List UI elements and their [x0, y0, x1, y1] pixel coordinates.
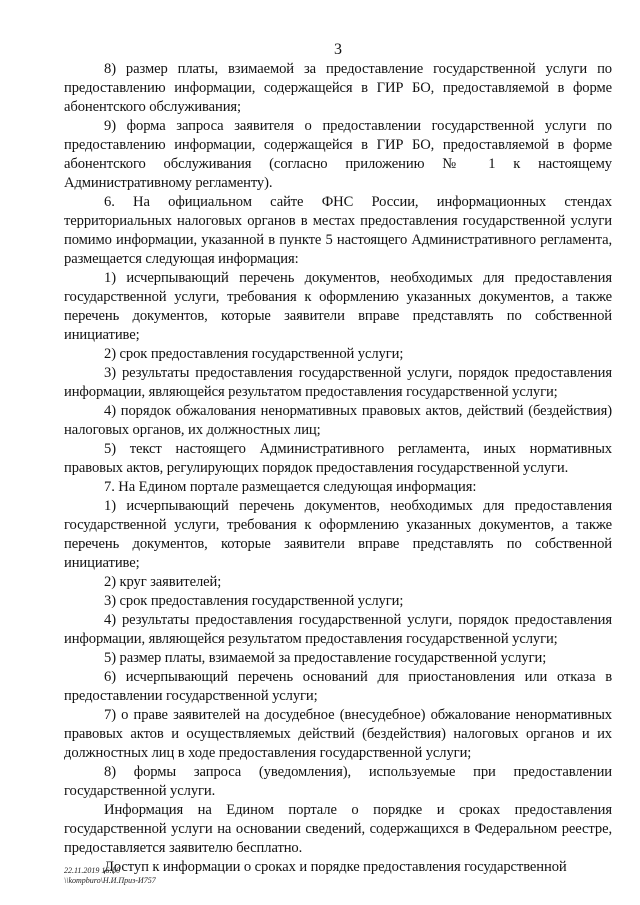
document-footer: [64, 866, 156, 886]
paragraph-6-fns-site: 6. На официальном сайте ФНС России, информационных стендах территориальных налоговых органов в местах предоставления государственной услуги помимо информации, указанной в пункте 5 настоящего Административного регламента, размещается следующая информация:: [64, 194, 612, 267]
list-item-results: 3) результаты предоставления государственной услуги, порядок предоставления информации, являющейся результатом предоставления государственной услуги;: [64, 365, 612, 400]
paragraph-8-fee: 8) размер платы, взимаемой за предоставление государственной услуги по предоставлению информации, содержащейся в ГИР БО, предоставляемой в форме абонентского обслуживания;: [64, 61, 612, 115]
list-item-documents-portal: 1) исчерпывающий перечень документов, необходимых для предоставления государственной услуги, требования к оформлению указанных документов, а также перечень документов, которые заявители вправе представлять по собственной инициативе;: [64, 498, 612, 571]
list-item-fee-portal: 5) размер платы, взимаемой за предоставление государственной услуги;: [104, 650, 547, 666]
paragraph-free-info: Информация на Едином портале о порядке и сроках предоставления государственной услуги на основании сведений, содержащихся в Федеральном реестре, предоставляется заявителю бесплатно.: [64, 802, 612, 856]
footer-timestamp: 22.11.2019 16:50: [64, 866, 121, 875]
list-item-documents: 1) исчерпывающий перечень документов, необходимых для предоставления государственной услуги, требования к оформлению указанных документов, а также перечень документов, которые заявители вправе представлять по собственной инициативе;: [64, 270, 612, 343]
paragraph-access-info: Доступ к информации о сроках и порядке предоставления государственной: [104, 859, 567, 875]
list-item-request-forms: 8) формы запроса (уведомления), используемые при предоставлении государственной услуги.: [64, 764, 612, 799]
page-number: 3: [334, 41, 342, 58]
list-item-term-portal: 3) срок предоставления государственной услуги;: [104, 593, 404, 609]
document-page: [64, 40, 612, 877]
list-item-applicants: 2) круг заявителей;: [104, 574, 222, 590]
list-item-term: 2) срок предоставления государственной услуги;: [104, 346, 404, 362]
footer-file-path: \\kompburo\Н.И.Приз-И757: [64, 876, 156, 885]
list-item-regulation-text: 5) текст настоящего Административного регламента, иных нормативных правовых актов, регулирующих порядок предоставления государственной услуги.: [64, 441, 612, 476]
list-item-appeal: 4) порядок обжалования ненормативных правовых актов, действий (бездействия) налоговых органов, их должностных лиц;: [64, 403, 612, 438]
list-item-results-portal: 4) результаты предоставления государственной услуги, порядок предоставления информации, являющейся результатом предоставления государственной услуги;: [64, 612, 612, 647]
list-item-refusal-grounds: 6) исчерпывающий перечень оснований для приостановления или отказа в предоставлении государственной услуги;: [64, 669, 612, 704]
paragraph-9-request-form: 9) форма запроса заявителя о предоставлении государственной услуги по предоставлению информации, содержащейся в ГИР БО, предоставляемой в форме абонентского обслуживания (согласно приложению № 1 к настоящему Административному регламенту).: [64, 118, 612, 191]
list-item-appeal-right: 7) о праве заявителей на досудебное (внесудебное) обжалование ненормативных правовых актов и осуществляемых действий (бездействия) налоговых органов и их должностных лиц в ходе предоставления государственной услуги;: [64, 707, 612, 761]
paragraph-7-unified-portal: 7. На Едином портале размещается следующая информация:: [104, 479, 477, 495]
